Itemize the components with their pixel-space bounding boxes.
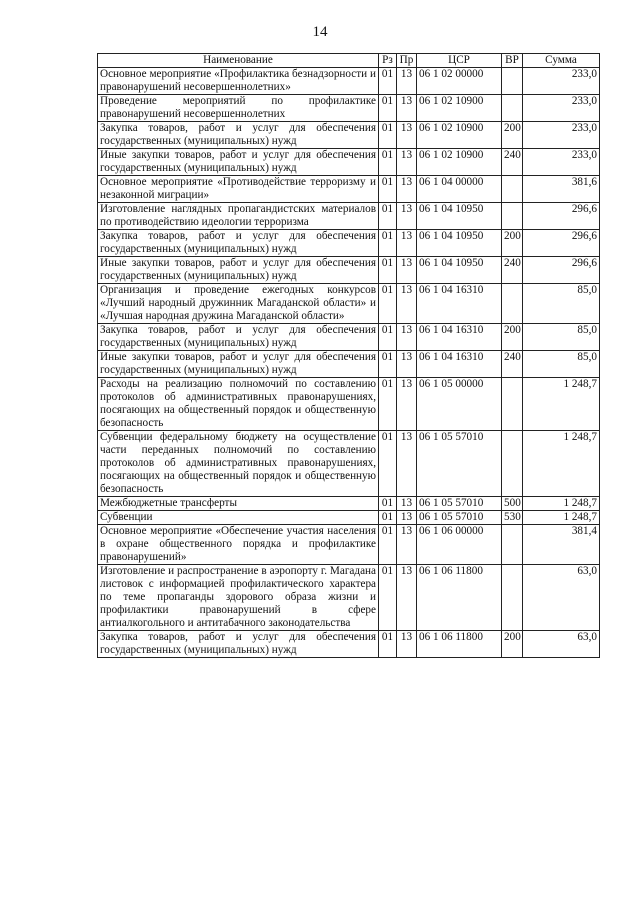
cell-sum: 1 248,7 [523,497,600,511]
cell-csr: 06 1 05 00000 [417,378,502,431]
cell-name: Проведение мероприятий по профилактике правонарушений несовершеннолетних [98,95,379,122]
cell-name: Изготовление наглядных пропагандистских материалов по противодействию идеологии терроризма [98,203,379,230]
cell-vr: 240 [502,149,523,176]
table-row [98,176,600,203]
cell-rz: 01 [379,525,397,565]
cell-sum: 85,0 [523,351,600,378]
cell-rz: 01 [379,257,397,284]
cell-name: Организация и проведение ежегодных конкурсов «Лучший народный дружинник Магаданской области» и «Лучшая народная дружина Магаданской области» [98,284,379,324]
cell-sum: 296,6 [523,257,600,284]
header-csr: ЦСР [417,54,502,68]
cell-csr: 06 1 02 10900 [417,122,502,149]
cell-name: Расходы на реализацию полномочий по составлению протоколов об административных правонарушениях, посягающих на общественный порядок и общественную безопасность [98,378,379,431]
cell-sum: 85,0 [523,324,600,351]
cell-sum: 233,0 [523,68,600,95]
cell-sum: 1 248,7 [523,431,600,497]
page-number: 14 [312,24,328,40]
cell-vr [502,203,523,230]
header-name: Наименование [98,54,379,68]
cell-pr: 13 [397,230,417,257]
cell-sum: 233,0 [523,122,600,149]
cell-pr: 13 [397,176,417,203]
cell-vr [502,68,523,95]
cell-csr: 06 1 04 10950 [417,257,502,284]
cell-sum: 381,6 [523,176,600,203]
cell-name: Межбюджетные трансферты [98,497,379,511]
cell-pr: 13 [397,284,417,324]
cell-pr: 13 [397,511,417,525]
cell-vr [502,525,523,565]
table-row [98,149,600,176]
cell-vr: 240 [502,257,523,284]
cell-rz: 01 [379,565,397,631]
cell-rz: 01 [379,631,397,658]
cell-sum: 296,6 [523,203,600,230]
cell-sum: 63,0 [523,631,600,658]
cell-name: Закупка товаров, работ и услуг для обеспечения государственных (муниципальных) нужд [98,324,379,351]
table-row [98,257,600,284]
cell-name: Иные закупки товаров, работ и услуг для обеспечения государственных (муниципальных) нужд [98,257,379,284]
cell-rz: 01 [379,95,397,122]
table-row [98,230,600,257]
cell-pr: 13 [397,378,417,431]
cell-name: Субвенции [98,511,379,525]
cell-pr: 13 [397,431,417,497]
header-sum: Сумма [523,54,600,68]
cell-csr: 06 1 04 16310 [417,284,502,324]
cell-vr [502,95,523,122]
cell-vr [502,431,523,497]
cell-name: Основное мероприятие «Обеспечение участия населения в охране общественного порядка и профилактике правонарушений» [98,525,379,565]
cell-sum: 381,4 [523,525,600,565]
cell-name: Основное мероприятие «Противодействие терроризму и незаконной миграции» [98,176,379,203]
table-row [98,497,600,511]
cell-vr: 530 [502,511,523,525]
cell-csr: 06 1 04 10950 [417,230,502,257]
cell-rz: 01 [379,149,397,176]
cell-rz: 01 [379,497,397,511]
table-row [98,68,600,95]
cell-csr: 06 1 06 11800 [417,565,502,631]
cell-csr: 06 1 05 57010 [417,511,502,525]
cell-rz: 01 [379,351,397,378]
table-header-row [98,54,600,68]
table-row [98,378,600,431]
table-row [98,284,600,324]
cell-pr: 13 [397,68,417,95]
cell-vr: 200 [502,324,523,351]
cell-csr: 06 1 04 16310 [417,351,502,378]
cell-csr: 06 1 04 00000 [417,176,502,203]
cell-csr: 06 1 05 57010 [417,431,502,497]
cell-pr: 13 [397,95,417,122]
budget-table [97,53,600,658]
cell-sum: 233,0 [523,95,600,122]
cell-csr: 06 1 02 00000 [417,68,502,95]
cell-name: Иные закупки товаров, работ и услуг для обеспечения государственных (муниципальных) нужд [98,149,379,176]
cell-name: Иные закупки товаров, работ и услуг для обеспечения государственных (муниципальных) нужд [98,351,379,378]
cell-pr: 13 [397,257,417,284]
header-vr: ВР [502,54,523,68]
table-row [98,324,600,351]
cell-sum: 63,0 [523,565,600,631]
cell-pr: 13 [397,149,417,176]
cell-name: Закупка товаров, работ и услуг для обеспечения государственных (муниципальных) нужд [98,230,379,257]
cell-pr: 13 [397,122,417,149]
cell-vr [502,378,523,431]
cell-rz: 01 [379,203,397,230]
cell-sum: 1 248,7 [523,511,600,525]
cell-name: Закупка товаров, работ и услуг для обеспечения государственных (муниципальных) нужд [98,631,379,658]
cell-rz: 01 [379,511,397,525]
cell-pr: 13 [397,525,417,565]
header-pr: Пр [397,54,417,68]
table-row [98,631,600,658]
cell-sum: 1 248,7 [523,378,600,431]
cell-rz: 01 [379,378,397,431]
cell-rz: 01 [379,68,397,95]
cell-rz: 01 [379,176,397,203]
cell-name: Изготовление и распространение в аэропорту г. Магадана листовок с информацией профилактического характера по теме пропаганды здорового образа жизни и профилактики правонарушений в сфере антиалкогольного и антитабачного законодательства [98,565,379,631]
cell-vr: 200 [502,631,523,658]
cell-rz: 01 [379,324,397,351]
table-row [98,525,600,565]
cell-vr: 240 [502,351,523,378]
cell-csr: 06 1 02 10900 [417,95,502,122]
cell-name: Субвенции федеральному бюджету на осуществление части переданных полномочий по составлению протоколов об административных правонарушениях, посягающих на общественный порядок и общественную безопасность [98,431,379,497]
cell-rz: 01 [379,122,397,149]
cell-pr: 13 [397,497,417,511]
cell-sum: 233,0 [523,149,600,176]
cell-csr: 06 1 04 16310 [417,324,502,351]
table-row [98,95,600,122]
cell-vr: 500 [502,497,523,511]
cell-csr: 06 1 02 10900 [417,149,502,176]
cell-csr: 06 1 04 10950 [417,203,502,230]
table-row [98,431,600,497]
cell-pr: 13 [397,631,417,658]
cell-csr: 06 1 06 11800 [417,631,502,658]
table-row [98,122,600,149]
table-row [98,565,600,631]
table-row [98,351,600,378]
cell-pr: 13 [397,324,417,351]
cell-name: Основное мероприятие «Профилактика безнадзорности и правонарушений несовершеннолетних» [98,68,379,95]
table-row [98,511,600,525]
cell-vr [502,284,523,324]
cell-vr [502,565,523,631]
cell-pr: 13 [397,565,417,631]
cell-rz: 01 [379,284,397,324]
table-row [98,203,600,230]
header-rz: Рз [379,54,397,68]
cell-vr [502,176,523,203]
cell-rz: 01 [379,230,397,257]
cell-vr: 200 [502,230,523,257]
cell-csr: 06 1 05 57010 [417,497,502,511]
cell-name: Закупка товаров, работ и услуг для обеспечения государственных (муниципальных) нужд [98,122,379,149]
cell-sum: 296,6 [523,230,600,257]
cell-pr: 13 [397,203,417,230]
cell-csr: 06 1 06 00000 [417,525,502,565]
cell-vr: 200 [502,122,523,149]
cell-pr: 13 [397,351,417,378]
cell-rz: 01 [379,431,397,497]
cell-sum: 85,0 [523,284,600,324]
